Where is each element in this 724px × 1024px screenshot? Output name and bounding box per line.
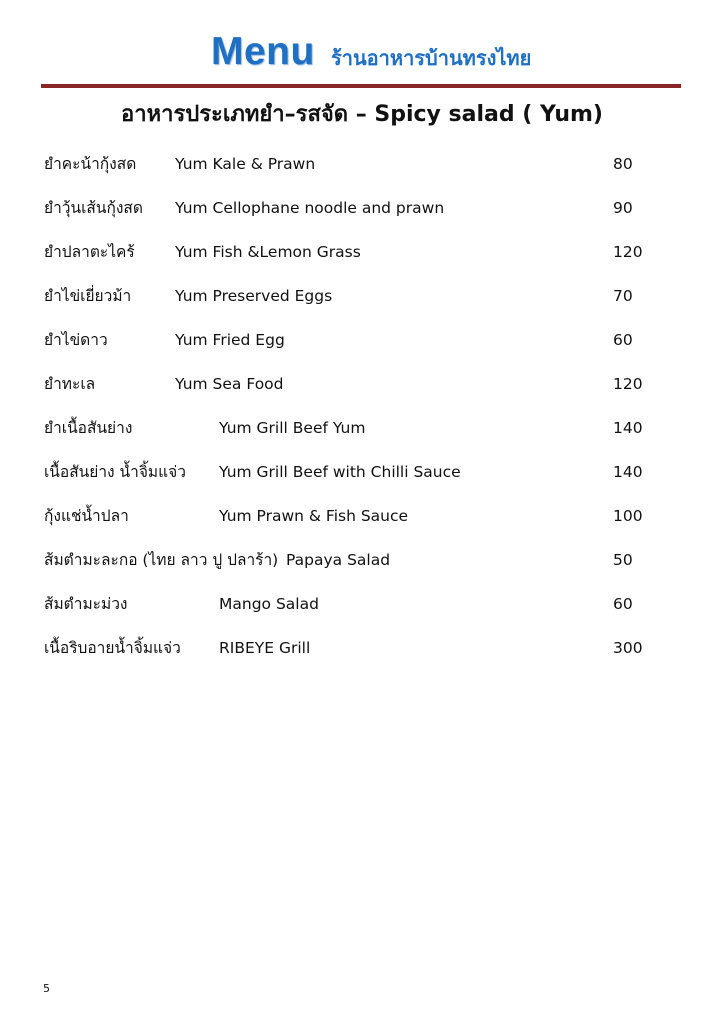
item-price: 60 bbox=[613, 331, 633, 349]
item-english-name: Yum Cellophane noodle and prawn bbox=[175, 199, 445, 217]
item-thai-name: ยำวุ้นเส้นกุ้งสด bbox=[44, 199, 143, 217]
menu-item bbox=[0, 193, 724, 223]
item-thai-name: ส้มตำมะม่วง bbox=[44, 595, 128, 613]
item-english-name: Papaya Salad bbox=[286, 551, 391, 569]
menu-item bbox=[0, 237, 724, 267]
item-thai-name: ยำไข่ดาว bbox=[44, 331, 108, 349]
item-price: 120 bbox=[613, 375, 643, 393]
item-price: 100 bbox=[613, 507, 643, 525]
item-thai-name: กุ้งแช่น้ำปลา bbox=[44, 507, 129, 525]
restaurant-name: ร้านอาหารบ้านทรงไทย bbox=[331, 46, 532, 70]
item-english-name: Mango Salad bbox=[219, 595, 319, 613]
menu-item bbox=[0, 589, 724, 619]
item-thai-name: ยำเนื้อสันย่าง bbox=[44, 419, 133, 437]
item-thai-name: เนื้อริบอายน้ำจิ้มแจ่ว bbox=[44, 639, 181, 657]
item-price: 120 bbox=[613, 243, 643, 261]
item-english-name: Yum Fish &Lemon Grass bbox=[175, 243, 361, 261]
section-title: อาหารประเภทยำ–รสจัด – Spicy salad ( Yum) bbox=[121, 102, 603, 127]
menu-item bbox=[0, 413, 724, 443]
item-english-name: Yum Sea Food bbox=[175, 375, 284, 393]
item-thai-name: ยำไข่เยี่ยวม้า bbox=[44, 287, 132, 305]
menu-title: Menu bbox=[211, 30, 315, 73]
item-thai-name: ยำปลาตะไคร้ bbox=[44, 243, 135, 261]
menu-item bbox=[0, 545, 724, 575]
item-price: 80 bbox=[613, 155, 633, 173]
item-english-name: Yum Preserved Eggs bbox=[175, 287, 333, 305]
menu-item bbox=[0, 149, 724, 179]
item-thai-name: ยำทะเล bbox=[44, 375, 96, 393]
menu-item bbox=[0, 325, 724, 355]
item-thai-name: ส้มตำมะละกอ (ไทย ลาว ปู ปลาร้า) bbox=[44, 551, 279, 569]
item-price: 60 bbox=[613, 595, 633, 613]
item-english-name: Yum Fried Egg bbox=[175, 331, 285, 349]
item-english-name: Yum Grill Beef Yum bbox=[219, 419, 366, 437]
item-price: 140 bbox=[613, 463, 643, 481]
menu-item bbox=[0, 457, 724, 487]
item-price: 70 bbox=[613, 287, 633, 305]
menu-item bbox=[0, 369, 724, 399]
item-price: 90 bbox=[613, 199, 633, 217]
item-thai-name: เนื้อสันย่าง น้ำจิ้มแจ่ว bbox=[44, 463, 186, 481]
menu-item bbox=[0, 281, 724, 311]
item-english-name: RIBEYE Grill bbox=[219, 639, 311, 657]
page-number: 5 bbox=[43, 982, 50, 995]
item-thai-name: ยำคะน้ากุ้งสด bbox=[44, 155, 137, 173]
menu-item bbox=[0, 633, 724, 663]
item-price: 50 bbox=[613, 551, 633, 569]
item-english-name: Yum Grill Beef with Chilli Sauce bbox=[219, 463, 461, 481]
item-price: 140 bbox=[613, 419, 643, 437]
header-divider bbox=[41, 84, 681, 88]
menu-header bbox=[0, 30, 724, 80]
item-english-name: Yum Kale & Prawn bbox=[175, 155, 316, 173]
menu-item bbox=[0, 501, 724, 531]
item-price: 300 bbox=[613, 639, 643, 657]
item-english-name: Yum Prawn & Fish Sauce bbox=[219, 507, 409, 525]
